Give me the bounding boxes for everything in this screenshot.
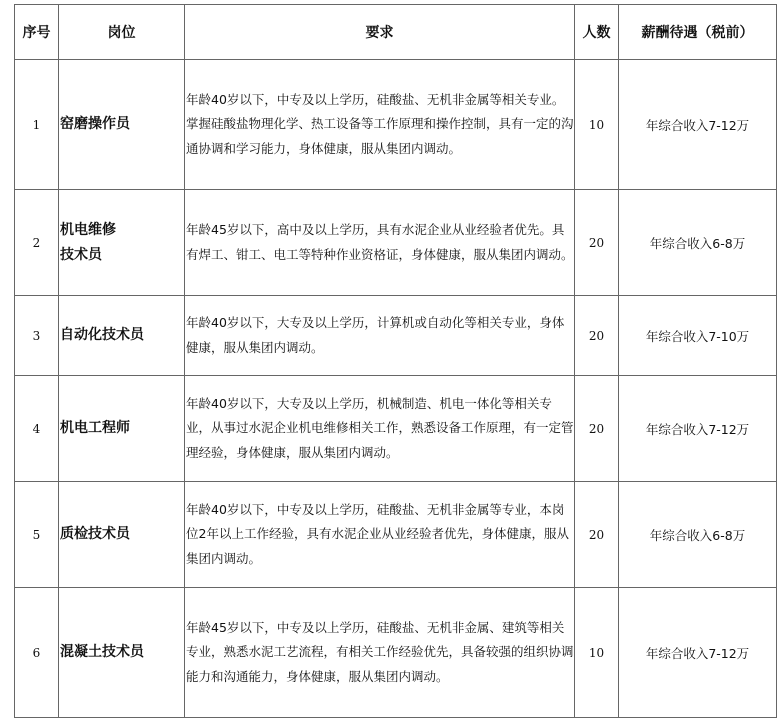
row-requirements: 年龄45岁以下，高中及以上学历，具有水泥企业从业经验者优先。具有焊工、钳工、电工等特种作业资格证，身体健康，服从集团内调动。 — [185, 190, 575, 296]
row-no: 3 — [15, 296, 59, 376]
row-count: 20 — [575, 190, 619, 296]
row-pay: 年综合收入7-12万 — [619, 376, 777, 482]
header-count: 人数 — [575, 5, 619, 60]
row-count: 10 — [575, 588, 619, 718]
row-no: 4 — [15, 376, 59, 482]
row-count: 20 — [575, 376, 619, 482]
header-post: 岗位 — [59, 5, 185, 60]
row-post-text: 机电维修技术员 — [60, 221, 116, 263]
row-post: 质检技术员 — [59, 482, 185, 588]
row-count: 10 — [575, 60, 619, 190]
row-requirements: 年龄45岁以下，中专及以上学历，硅酸盐、无机非金属、建筑等相关专业，熟悉水泥工艺流程，有相关工作经验优先，具备较强的组织协调能力和沟通能力，身体健康，服从集团内调动。 — [185, 588, 575, 718]
row-pay: 年综合收入6-8万 — [619, 190, 777, 296]
header-row — [15, 5, 777, 60]
table-row — [15, 296, 777, 376]
row-post: 混凝土技术员 — [59, 588, 185, 718]
row-pay: 年综合收入7-12万 — [619, 60, 777, 190]
row-post: 自动化技术员 — [59, 296, 185, 376]
row-requirements: 年龄40岁以下，中专及以上学历，硅酸盐、无机非金属等相关专业。掌握硅酸盐物理化学、热工设备等工作原理和操作控制，具有一定的沟通协调和学习能力，身体健康，服从集团内调动。 — [185, 60, 575, 190]
row-requirements: 年龄40岁以下，中专及以上学历，硅酸盐、无机非金属等专业，本岗位2年以上工作经验，具有水泥企业从业经验者优先，身体健康，服从集团内调动。 — [185, 482, 575, 588]
table-row — [15, 190, 777, 296]
header-pay: 薪酬待遇（税前） — [619, 5, 777, 60]
row-post — [59, 190, 185, 296]
row-pay: 年综合收入7-12万 — [619, 588, 777, 718]
row-count: 20 — [575, 296, 619, 376]
row-requirements: 年龄40岁以下，大专及以上学历，计算机或自动化等相关专业，身体健康，服从集团内调动。 — [185, 296, 575, 376]
table-row — [15, 588, 777, 718]
row-count: 20 — [575, 482, 619, 588]
table-row — [15, 60, 777, 190]
row-no: 5 — [15, 482, 59, 588]
row-post: 窑磨操作员 — [59, 60, 185, 190]
header-requirements: 要求 — [185, 5, 575, 60]
row-pay: 年综合收入7-10万 — [619, 296, 777, 376]
row-no: 1 — [15, 60, 59, 190]
row-post: 机电工程师 — [59, 376, 185, 482]
table-row — [15, 376, 777, 482]
table-row — [15, 482, 777, 588]
row-pay: 年综合收入6-8万 — [619, 482, 777, 588]
recruitment-table — [14, 4, 777, 718]
header-no: 序号 — [15, 5, 59, 60]
row-requirements: 年龄40岁以下，大专及以上学历，机械制造、机电一体化等相关专业，从事过水泥企业机电维修相关工作，熟悉设备工作原理，有一定管理经验，身体健康，服从集团内调动。 — [185, 376, 575, 482]
row-no: 6 — [15, 588, 59, 718]
row-no: 2 — [15, 190, 59, 296]
